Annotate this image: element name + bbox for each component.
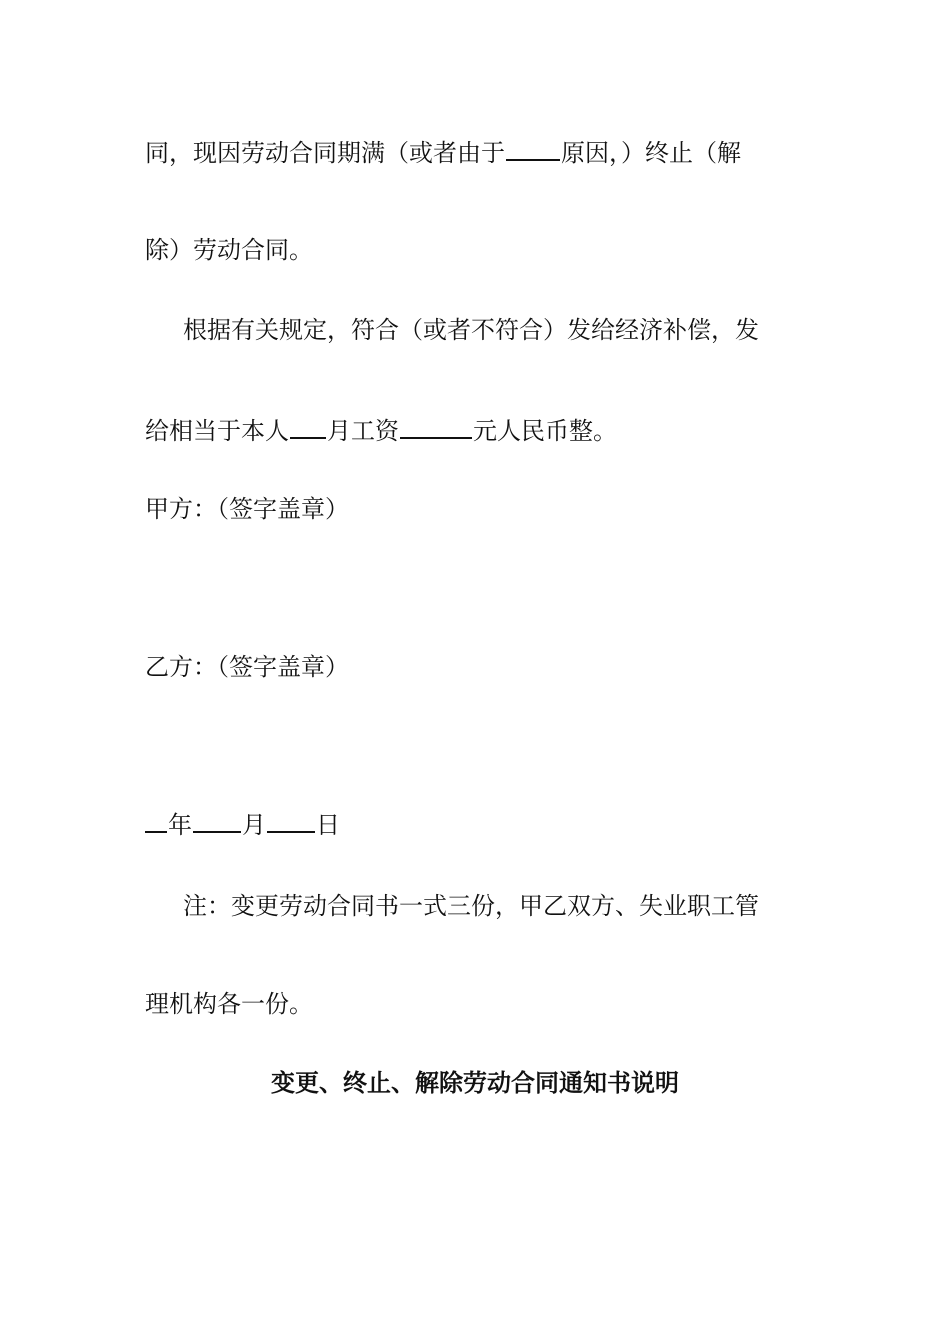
note-line2: 理机构各一份。 <box>145 990 313 1018</box>
paragraph1-text-b: 原因，）终止（解 <box>561 139 741 167</box>
note-line1: 注：变更劳动合同书一式三份，甲乙双方、失业职工管 <box>183 892 759 920</box>
months-blank <box>290 415 326 439</box>
year-blank <box>145 809 167 833</box>
paragraph2-line2 <box>145 415 617 447</box>
date-line <box>145 809 340 841</box>
paragraph1-line2: 除）劳动合同。 <box>145 236 313 264</box>
reason-blank <box>506 137 560 161</box>
amount-blank <box>400 415 472 439</box>
paragraph2-text-b: 月工资 <box>327 417 399 445</box>
paragraph1-text-a: 同，现因劳动合同期满（或者由于 <box>145 139 505 167</box>
paragraph2-text-c: 元人民币整。 <box>473 417 617 445</box>
paragraph2-line1: 根据有关规定，符合（或者不符合）发给经济补偿，发 <box>183 316 759 344</box>
party-b-signature: 乙方：（签字盖章） <box>145 653 349 681</box>
paragraph1-line1 <box>145 137 741 169</box>
section-title: 变更、终止、解除劳动合同通知书说明 <box>271 1068 679 1097</box>
day-blank <box>267 809 315 833</box>
month-blank <box>193 809 241 833</box>
month-label: 月 <box>242 811 266 839</box>
year-label: 年 <box>168 811 192 839</box>
day-label: 日 <box>316 811 340 839</box>
party-a-signature: 甲方：（签字盖章） <box>145 495 349 523</box>
paragraph2-text-a: 给相当于本人 <box>145 417 289 445</box>
